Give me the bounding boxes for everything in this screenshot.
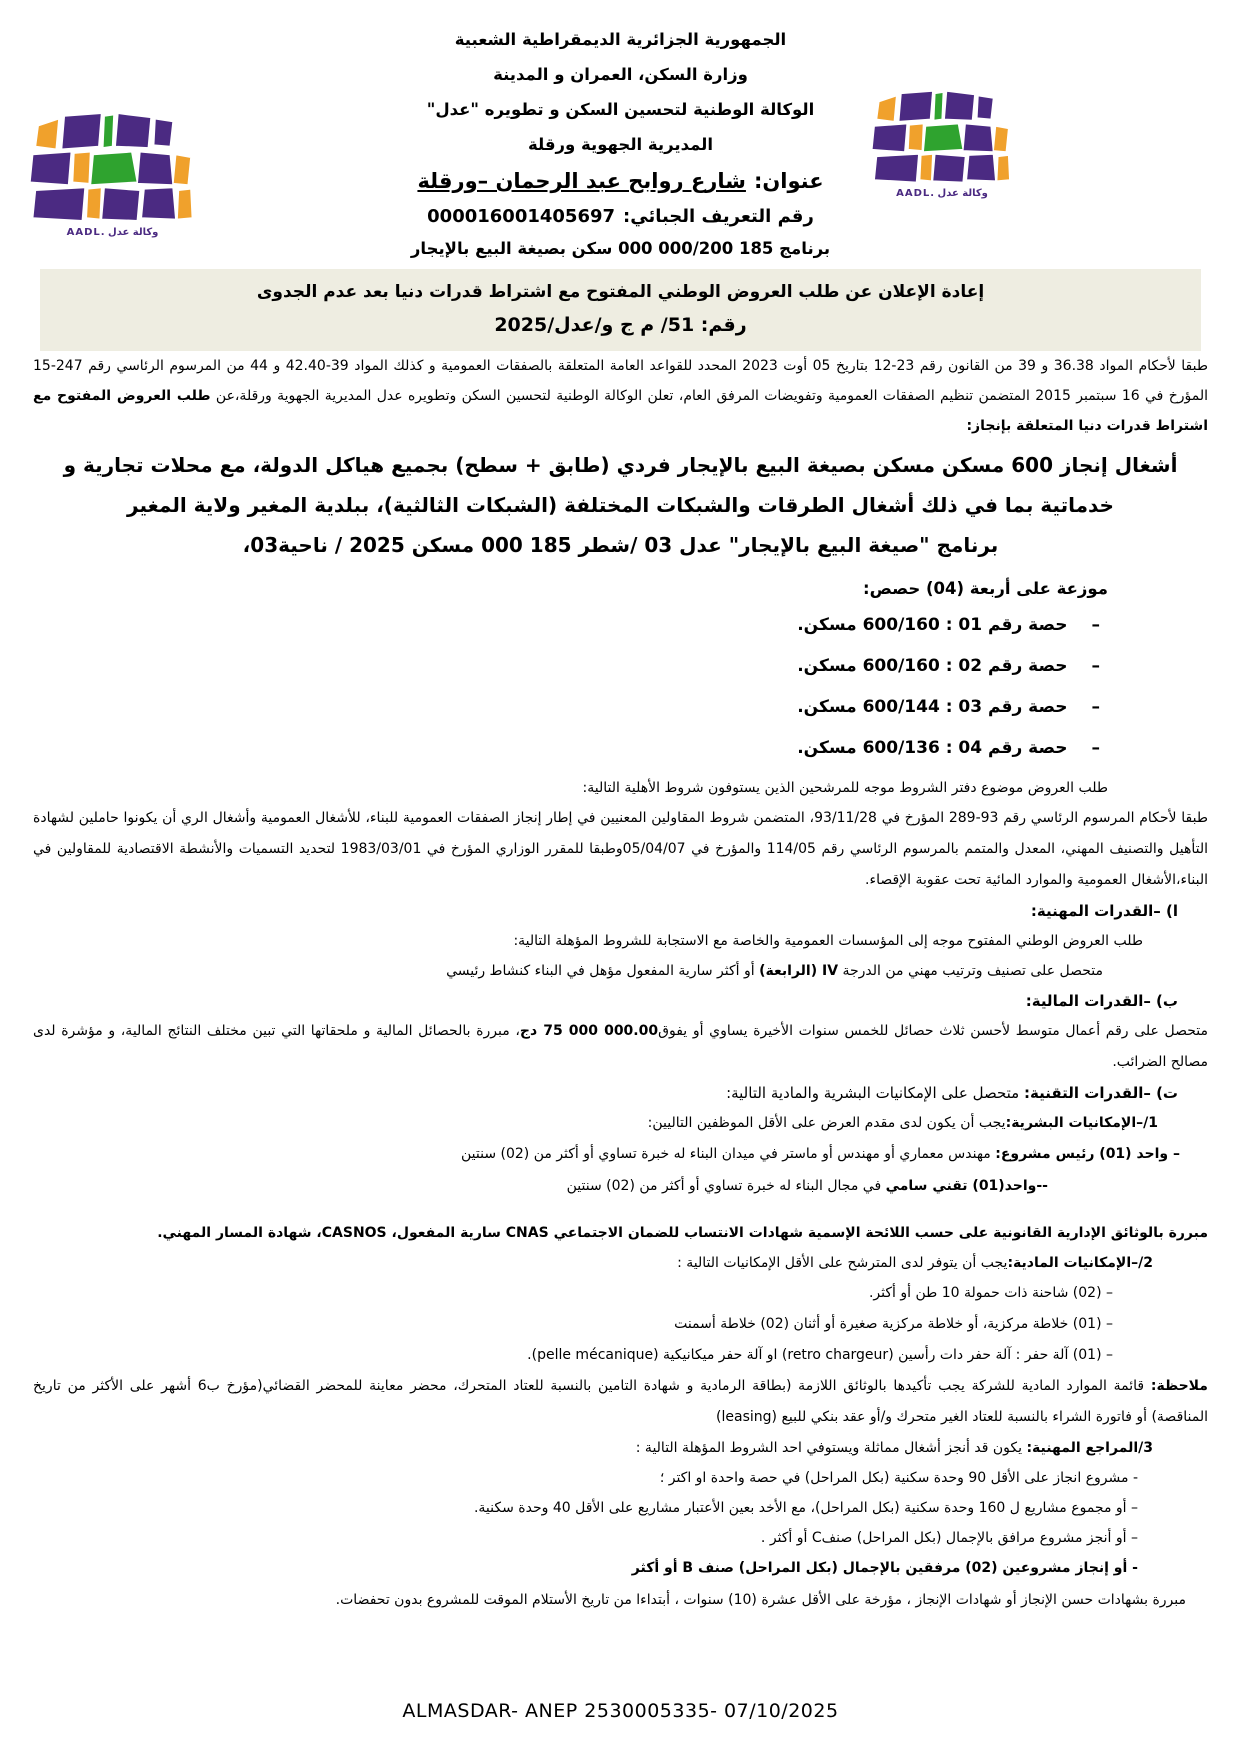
tax-id-value: 000016001405697 [427, 206, 616, 227]
lot-item-3 [33, 687, 1100, 728]
technical-heading-bold: ت) –القدرات التقنية: [1024, 1084, 1178, 1102]
human-resources-text: يجب أن يكون لدى مقدم العرض على الأقل الموظفين التاليين: [647, 1115, 1006, 1131]
legal-intro-text: طبقا لأحكام المواد 36.38 و 39 من القانون رقم 23-12 بتاريخ 05 أوت 2023 المحدد للقواعد العامة المتعلقة بالصفقات العمومية و كذلك المواد 39-42.40 و 44 من المرسوم الرئاسي رقم 247-15 المؤرخ في 16 سبتمبر 2015 المتضمن تنظيم الصفقات العمومية وتفويضات المرفق العام، تعلن الوكالة الوطنية لتحسين السكن وتطويره عدل المديرية الجهوية ورقلة،عن [33, 358, 1208, 404]
staff2-detail: في مجال البناء له خبرة تساوي أو أكثر من (02) سنتين [566, 1178, 886, 1194]
technical-capacities-heading [33, 1078, 1178, 1108]
aadl-logo-left [30, 112, 195, 238]
references-text: يكون قد أنجز أشغال مماثلة ويستوفي احد الشروط المؤهلة التالية : [635, 1440, 1027, 1456]
human-resources-label: 1/–الإمكانيات البشرية: [1005, 1115, 1158, 1131]
equipment-item-3: – (01) آلة حفر : آلة حفر دات رأسين (retro chargeur) او آلة حفر ميكانيكية (pelle mécanique). [527, 1347, 1113, 1363]
agency-title: الوكالة الوطنية لتحسين السكن و تطويره "عدل" [426, 100, 815, 119]
decree-paragraph: طبقا لأحكام المرسوم الرئاسي رقم 93-289 المؤرخ في 93/11/28، المتضمن شروط المقاولين المعنيين في إطار إنجاز الصفقات العمومية للبناء، للأشغال العمومية وأشغال الري أن يكونوا حاملين لشهادة التأهيل والتصنيف المهني، المعدل والمتمم بالمرسوم الرئاسي رقم 114/05 والمؤرخ في 05/04/07وطبقا للمقرر الوزاري المؤرخ في 1983/03/01 لتحديد التسميات والأنشطة الاقتصادية للمقاولين في البناء،الأشغال العمومية والموارد المائية تحت عقوبة الإقصاء. [33, 810, 1208, 888]
works-program-line: برنامج "صيغة البيع بالإيجار" عدل 03 /شطر 185 000 مسكن 2025 / ناحية03، [242, 533, 999, 557]
material-note-paragraph [33, 1371, 1208, 1433]
note-label: ملاحظة: [1150, 1378, 1208, 1394]
reference-condition-3: – أو أنجز مشروع مرافق بالإجمال (بكل المراحل) صنفC أو أكثر . [760, 1530, 1138, 1546]
eligibility-intro: طلب العروض موضوع دفتر الشروط موجه للمرشحين الذين يستوفون شروط الأهلية التالية: [582, 780, 1108, 796]
professional-line2 [33, 956, 1103, 986]
dash-bullet: – [1091, 656, 1100, 676]
program-line: برنامج 185 000/200 000 سكن بصيغة البيع بالإيجار [410, 239, 831, 258]
works-description-line2: خدماتية بما في ذلك أشغال الطرقات والشبكات المختلفة (الشبكات الثالثية)، ببلدية المغير ولاية المغير [127, 493, 1114, 517]
aadl-logo-caption: وكالة عدل .AADL [66, 226, 159, 238]
legal-intro-paragraph [33, 351, 1208, 441]
supporting-documents-line: مبررة بالوثائق الإدارية القانونية على حسب اللائحة الإسمية شهادات الانتساب للضمان الاجتماعي CNAS سارية المفعول، CASNOS، شهادة المسار المهني. [157, 1225, 1208, 1241]
aadl-mosaic-icon [30, 112, 195, 225]
financial-capacities-heading: ب) –القدرات المالية: [1025, 992, 1178, 1010]
staff2-role: --واحد(01) تقني سامي [885, 1178, 1048, 1194]
directorate-title: المديرية الجهوية ورقلة [527, 135, 714, 154]
address-label: عنوان: [753, 169, 824, 193]
lot-item-text: حصة رقم 02 : 600/160 مسكن. [797, 656, 1068, 676]
staff-requirement-2 [33, 1170, 1048, 1202]
equipment-item-2: – (01) خلاطة مركزية، أو خلاطة مركزية صغيرة أو أثنان (02) خلاطة أسمنت [674, 1316, 1113, 1332]
material-resources-text: يجب أن يتوفر لدى المترشح على الأقل الإمكانيات التالية : [677, 1255, 1008, 1271]
aadl-mosaic-icon [872, 90, 1012, 186]
aadl-logo-right [872, 90, 1012, 199]
classification-text-post: أو أكثر سارية المفعول مؤهل في البناء كنشاط رئيسي [446, 963, 760, 979]
equipment-item-1: – (02) شاحنة ذات حمولة 10 طن أو أكثر. [868, 1285, 1113, 1301]
notice-banner [40, 269, 1201, 351]
references-label: 3/المراجع المهنية: [1026, 1440, 1153, 1456]
lot-item-text: حصة رقم 04 : 600/136 مسكن. [797, 738, 1068, 758]
document-body [33, 351, 1208, 1615]
financial-text-pre: متحصل على رقم أعمال متوسط لأحسن ثلاث حصائل للخمس سنوات الأخيرة يساوي أو يفوق [658, 1023, 1209, 1039]
anep-footer-credit: ALMASDAR- ANEP 2530005335- 07/10/2025 [402, 1700, 839, 1722]
reference-condition-4: - أو إنجاز مشروعين (02) مرفقين بالإجمال (بكل المراحل) صنف B أو أكثر [631, 1560, 1138, 1576]
classification-grade: IV (الرابعة) [759, 963, 839, 979]
human-resources-heading [33, 1108, 1158, 1138]
republic-title: الجمهورية الجزائرية الديمقراطية الشعبية [454, 30, 787, 49]
notice-title: إعادة الإعلان عن طلب العروض الوطني المفتوح مع اشتراط قدرات دنيا بعد عدم الجدوى [256, 282, 985, 302]
lot-item-text: حصة رقم 01 : 600/160 مسكن. [797, 615, 1068, 635]
aadl-logo-caption: وكالة عدل .AADL [896, 187, 988, 199]
tax-id-label: رقم التعريف الجبائي: [623, 206, 814, 227]
financial-amount: 75 000 000.00 دج [519, 1023, 659, 1039]
dash-bullet: – [1091, 697, 1100, 717]
works-description-line1: أشغال إنجاز 600 مسكن مسكن بصيغة البيع بالإيجار فردي (طابق + سطح) بجميع هياكل الدولة، مع محلات تجارية و [63, 453, 1178, 477]
note-text: قائمة الموارد المادية للشركة يجب تأكيدها بالوثائق اللازمة (بطاقة الرمادية و شهادة التامين بالنسبة للعتاد المتحرك، محضر معاينة للمحضر القضائي(مؤرخ ب6 أشهر على الأكثر من تاريخ المناقصة) أو فاتورة الشراء بالنسبة للعتاد الغير متحرك و/أو عقد بنكي للبيع (leasing) [33, 1378, 1208, 1425]
professional-line1: طلب العروض الوطني المفتوح موجه إلى المؤسسات العمومية والخاصة مع الاستجابة للشروط المؤهلة التالية: [513, 933, 1143, 949]
reference-condition-1: - مشروع انجاز على الأقل 90 وحدة سكنية (بكل المراحل) في حصة واحدة او اكتر ؛ [659, 1470, 1138, 1486]
legal-intro-bold: طلب العروض المفتوح مع اشتراط قدرات دنيا المتعلقة بإنجاز: [33, 388, 1208, 434]
lot-item-text: حصة رقم 03 : 600/144 مسكن. [797, 697, 1068, 717]
material-resources-label: 2/–الإمكانيات المادية: [1007, 1255, 1153, 1271]
reference-condition-2: – أو مجموع مشاريع ل 160 وحدة سكنية (بكل المراحل)، مع الأخد بعين الأعتبار مشاريع على الأقل 40 وحدة سكنية. [473, 1500, 1138, 1516]
lot-item-1 [33, 605, 1100, 646]
lot-item-4 [33, 728, 1100, 769]
professional-references-heading [33, 1433, 1153, 1463]
classification-text-pre: متحصل على تصنيف وترتيب مهني من الدرجة [838, 963, 1103, 979]
notice-reference-number: رقم: 51/ م ج و/عدل/2025 [494, 314, 747, 336]
dash-bullet: – [1091, 615, 1100, 635]
references-justification-line: مبررة بشهادات حسن الإنجاز أو شهادات الإنجاز ، مؤرخة على الأقل عشرة (10) سنوات ، أبتداءا من تاريخ الأستلام الموقت للمشروع بدون تحفضات. [335, 1592, 1186, 1608]
staff1-detail: مهندس معماري أو مهندس أو ماستر في ميدان البناء له خبرة تساوي أو أكثر من (02) سنتين [460, 1146, 996, 1162]
financial-text-post: ، مبررة بالحصائل المالية و ملحقاتها التي تبين مختلف النتائج المالية، و مؤشرة لدى مصالح الضرائب. [33, 1023, 1208, 1070]
staff-requirement-1 [33, 1138, 1180, 1170]
professional-capacities-heading: ا) –القدرات المهنية: [1030, 902, 1178, 920]
lot-item-2 [33, 646, 1100, 687]
lots-heading: موزعة على أربعة (04) حصص: [863, 579, 1108, 598]
material-resources-heading [33, 1248, 1153, 1278]
ministry-title: وزارة السكن، العمران و المدينة [493, 65, 748, 84]
address-value: شارع روابح عبد الرحمان –ورقلة [417, 169, 746, 193]
staff1-role: – واحد (01) رئيس مشروع: [995, 1146, 1180, 1162]
financial-paragraph [33, 1016, 1208, 1078]
dash-bullet: – [1091, 738, 1100, 758]
technical-heading-rest: متحصل على الإمكانيات البشرية والمادية التالية: [726, 1084, 1024, 1102]
